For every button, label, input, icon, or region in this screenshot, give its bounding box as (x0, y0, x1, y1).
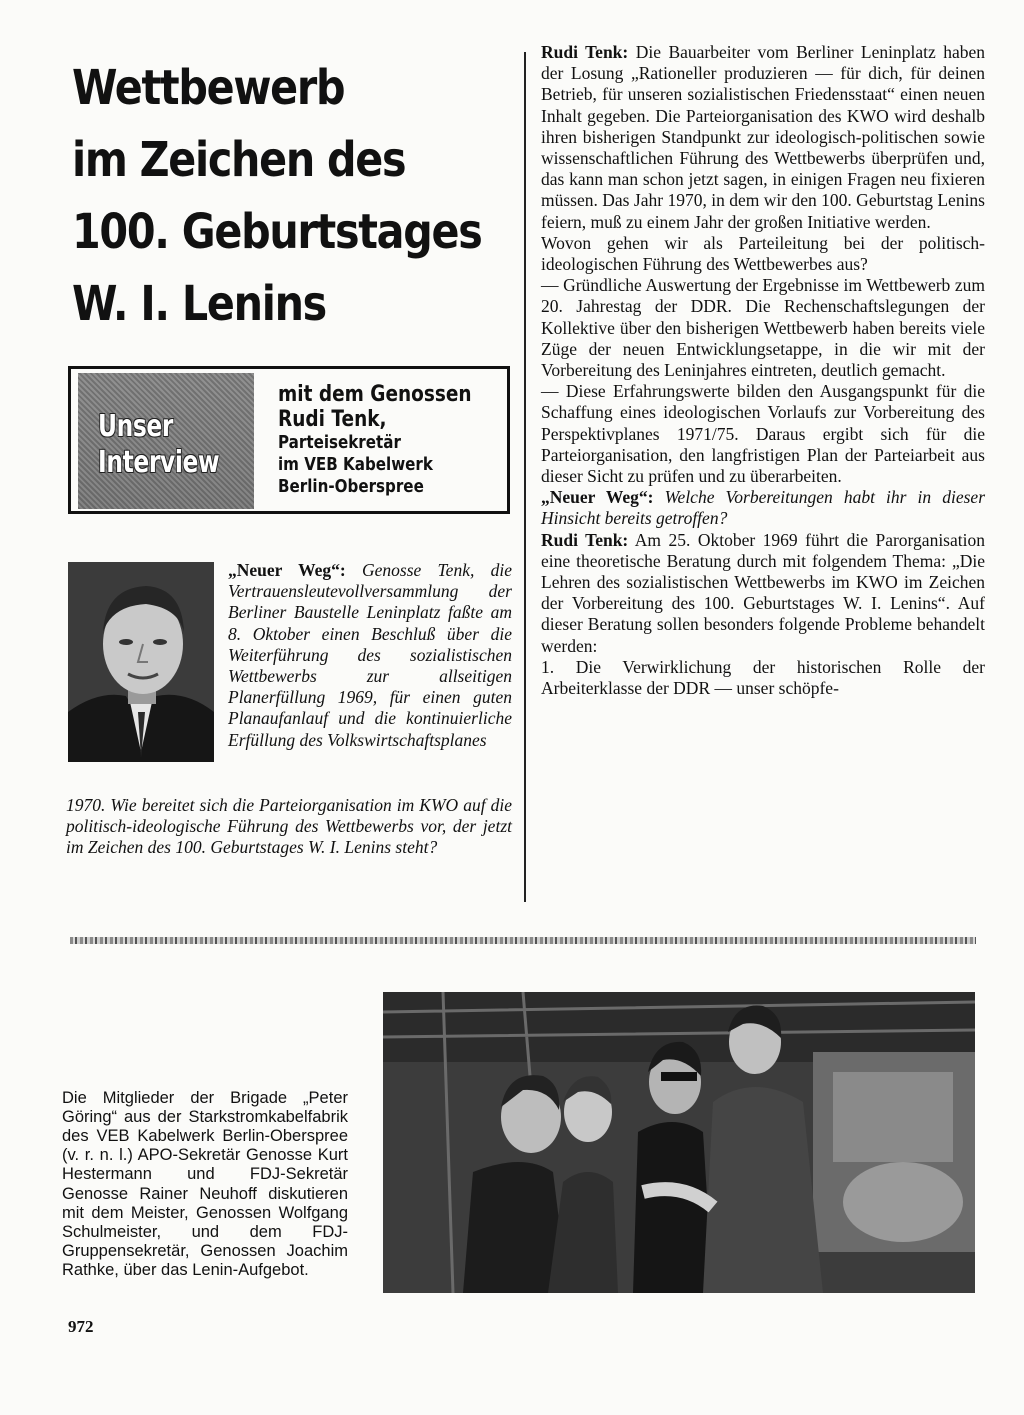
headline-line-4: W. I. Lenins (72, 276, 326, 332)
photo-caption: Die Mitglieder der Brigade „Peter Göring“ aus der Starkstromkabelfabrik des VEB Kabelwerk Berlin-Oberspree (v. r. n. l.) APO-Sekretär Genosse Kurt Hestermann und FDJ-Sekretär Genosse Rainer Neuhoff diskutieren mit dem Meister, Genossen Wolfgang Schulmeister, und dem FDJ-Gruppensekretär, Genossen Joachim Rathke, über das Lenin-Aufgebot. (62, 1088, 348, 1280)
page-number: 972 (68, 1317, 94, 1336)
headline (72, 52, 482, 340)
right-p6-speaker: Rudi Tenk: (541, 529, 629, 550)
intro-text-top: Genosse Tenk, die Vertrauensleutevollversammlung der Berliner Baustelle Leninplatz faßte am 8. Oktober einen Beschluß über die Weiterführung des sozialistischen Wettbewerbs zur allseitigen Planerfüllung 1969, für einen guten Planaufanlauf und die kontinuierliche Erfüllung des Volkswirtschaftsplanes (228, 560, 512, 750)
interview-line-2: Rudi Tenk, (278, 407, 387, 432)
right-paragraph-3: — Gründliche Auswertung der Ergebnisse im Wettbewerb zum 20. Jahrestag der DDR. Die Rechenschaftslegungen der Kollektive über den bisherigen Wettbewerb haben bereits viele Züge der neuen Entwicklungsetappe, in die wir mit der Vorbereitung des Leninjahres eintreten, deutlich gemacht. (541, 275, 985, 381)
intro-question-bottom (66, 795, 512, 859)
right-paragraph-5 (541, 487, 985, 529)
group-photo-illustration (383, 992, 975, 1293)
headline-line-1: Wettbewerb (72, 60, 345, 116)
right-paragraph-4: — Diese Erfahrungswerte bilden den Ausgangspunkt für die Schaffung eines ideologischen Vorlaufs zur Vorbereitung des Perspektivplanes 1971/75. Daraus ergibt sich für die Parteiorganisation, den langfristigen Plan der Parteiarbeit aus dieser Sicht zu prüfen und zu überarbeiten. (541, 381, 985, 487)
right-paragraph-6 (541, 530, 985, 657)
intro-speaker: „Neuer Weg“: (228, 560, 346, 580)
interview-line-1: mit dem Genossen (278, 382, 472, 407)
interview-box-text (278, 382, 471, 498)
right-p6-text: Am 25. Oktober 1969 führt die Parorganisation eine theoretische Beratung durch mit folgendem Thema: „Die Lehren des sozialistischen Wettbewerbs im KWO im Zeichen der Vorbereitung des 100. Geburtstages W. I. Lenins“. Auf dieser Beratung sollen besonders folgende Probleme behandelt werden: (541, 529, 985, 656)
right-column (541, 42, 985, 699)
right-p5-speaker: „Neuer Weg“: (541, 487, 654, 508)
intro-text-bottom: 1970. Wie bereitet sich die Parteiorganisation im KWO auf die politisch-ideologische Führung des Wettbewerbs vor, der jetzt im Zeichen des 100. Geburtstages W. I. Lenins steht? (66, 795, 512, 858)
interview-tag-panel (78, 373, 254, 509)
intro-question-top (228, 560, 512, 751)
interview-line-3: Parteisekretär (278, 432, 401, 453)
headline-line-2: im Zeichen des (72, 132, 406, 188)
right-paragraph-1 (541, 42, 985, 233)
right-p5-text: Welche Vorbereitungen habt ihr in dieser Hinsicht bereits getroffen? (541, 487, 986, 529)
right-paragraph-2: Wovon gehen wir als Parteileitung bei der politisch-ideologischen Führung des Wettbewerbes aus? (541, 232, 985, 275)
section-separator (70, 937, 976, 944)
group-photo (383, 992, 975, 1293)
portrait-photo (68, 562, 214, 762)
interview-tag-line-2: Interview (98, 445, 220, 480)
right-p1-speaker: Rudi Tenk: (541, 42, 629, 62)
right-paragraph-7: 1. Die Verwirklichung der historischen Rolle der Arbeiterklasse der DDR — unser schöpfe- (541, 656, 985, 699)
headline-line-3: 100. Geburtstages (72, 204, 482, 260)
right-p1-text: Die Bauarbeiter vom Berliner Leninplatz haben der Losung „Rationeller produzieren — für dich, für deinen Betrieb, für unseren sozialistischen Friedensstaat“ einen neuen Inhalt gegeben. Die Parteiorganisation des KWO wird deshalb ihren bisherigen Standpunkt zur ideologisch-politischen sowie wissenschaftlichen Führung des Wettbewerbs überprüfen und, das kann man schon jetzt sagen, in einigen Fragen neu fixieren müssen. Das Jahr 1970, in dem wir den 100. Geburtstag Lenins feiern, muß zu einem Jahr der großen Initiative werden. (541, 42, 986, 232)
interview-line-4: im VEB Kabelwerk (278, 454, 433, 475)
interview-line-5: Berlin-Oberspree (278, 476, 424, 497)
column-divider (524, 52, 526, 902)
portrait-illustration (68, 562, 214, 762)
interview-tag-line-1: Unser (98, 409, 174, 444)
